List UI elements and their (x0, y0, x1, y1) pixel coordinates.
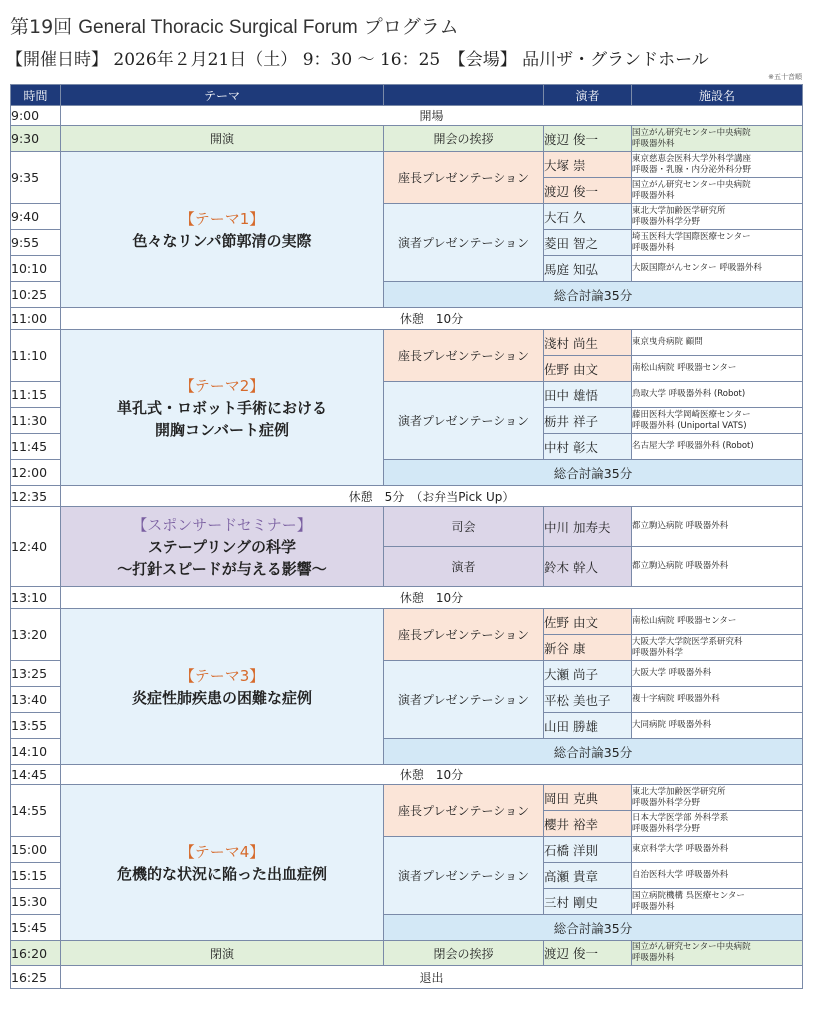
table-row (11, 765, 803, 785)
speaker-name: 渡辺 俊一 (544, 126, 632, 152)
seminar-label: 【スポンサードセミナー】 (132, 515, 312, 534)
theme-cell (61, 330, 384, 486)
speaker-name: 石橋 洋則 (544, 837, 632, 863)
theme-title: 炎症性肺疾患の困難な症例 (131, 688, 312, 707)
speaker-name: 渡辺 俊一 (544, 178, 632, 204)
institution-line: 呼吸器外科 (632, 242, 675, 253)
theme-number: 【テーマ1】 (179, 209, 265, 228)
speaker-name: 渡辺 俊一 (544, 941, 632, 966)
speaker-name: 櫻井 裕幸 (544, 811, 632, 837)
institution-line: 東京慈恵会医科大学外科学講座 (632, 153, 752, 164)
page-title (10, 12, 459, 39)
chair-role: 座長プレゼンテーション (384, 609, 544, 661)
table-row (11, 966, 803, 989)
session-label: 休憩 5分 （お弁当Pick Up） (61, 486, 803, 507)
speaker-name: 平松 美也子 (544, 687, 632, 713)
role-cell: 司会 (384, 507, 544, 547)
institution-cell (632, 609, 803, 635)
institution-line: 都立駒込病院 呼吸器外科 (632, 561, 729, 571)
institution-line: 呼吸器・乳腺・内分泌外科分野 (632, 164, 752, 175)
time-cell: 15:00 (11, 837, 61, 863)
institution-line: 東京科学大学 呼吸器外科 (632, 844, 729, 854)
institution-line: 呼吸器外科 (632, 190, 675, 201)
institution-line: 国立がん研究センター中央病院 (632, 942, 751, 952)
theme-title-line: 単孔式・ロボット手術における (116, 398, 327, 417)
time-cell: 11:10 (11, 330, 61, 382)
institution-line: 大阪大学 呼吸器外科 (632, 668, 712, 678)
institution-line: 藤田医科大学岡崎医療センター (632, 409, 751, 420)
institution-line: 大同病院 呼吸器外科 (632, 720, 712, 730)
time-cell: 9:55 (11, 230, 61, 256)
table-header (11, 85, 803, 106)
time-cell: 14:45 (11, 765, 61, 785)
title-prefix: 第19回 (10, 16, 73, 38)
table-row (11, 785, 803, 811)
table-row (11, 941, 803, 966)
institution-line: 呼吸器外科 (632, 138, 675, 149)
speaker-name: 三村 剛史 (544, 889, 632, 915)
institution-cell (632, 661, 803, 687)
sponsored-seminar-cell (61, 507, 384, 587)
time-cell: 9:30 (11, 126, 61, 152)
time-cell: 12:00 (11, 460, 61, 486)
session-label: 退出 (61, 966, 803, 989)
general-discussion: 総合討論35分 (384, 915, 803, 941)
seminar-title-line: 〜打針スピードが与える影響〜 (117, 559, 327, 578)
speaker-name: 大瀬 尚子 (544, 661, 632, 687)
general-discussion: 総合討論35分 (384, 460, 803, 486)
speaker-name: 佐野 由文 (544, 356, 632, 382)
chair-role: 座長プレゼンテーション (384, 330, 544, 382)
chair-role: 座長プレゼンテーション (384, 785, 544, 837)
header-time: 時間 (11, 85, 61, 106)
time-cell: 10:25 (11, 282, 61, 308)
speaker-name: 淺村 尚生 (544, 330, 632, 356)
program-table (10, 84, 803, 989)
institution-cell (632, 687, 803, 713)
institution-cell (632, 256, 803, 282)
role-cell: 閉会の挨拶 (384, 941, 544, 966)
institution-cell (632, 785, 803, 811)
institution-cell (632, 889, 803, 915)
ceremony-label: 閉演 (61, 941, 384, 966)
institution-cell (632, 434, 803, 460)
institution-cell (632, 863, 803, 889)
speaker-name: 馬庭 知弘 (544, 256, 632, 282)
institution-line: 自治医科大学 呼吸器外科 (632, 870, 729, 880)
institution-cell (632, 230, 803, 256)
institution-cell (632, 941, 803, 966)
institution-line: 複十字病院 呼吸器外科 (632, 694, 720, 704)
institution-line: 都立駒込病院 呼吸器外科 (632, 521, 729, 531)
time-cell: 9:35 (11, 152, 61, 204)
header-speaker: 演者 (544, 85, 632, 106)
session-label: 開場 (61, 106, 803, 126)
institution-line: 東北大学加齢医学研究所 (632, 205, 726, 216)
session-label: 休憩 10分 (61, 587, 803, 609)
presenter-role: 演者プレゼンテーション (384, 204, 544, 282)
time-cell: 13:55 (11, 713, 61, 739)
table-row (11, 486, 803, 507)
institution-line: 呼吸器外科学分野 (632, 216, 701, 227)
institution-line: 東京曳舟病院 顧問 (632, 337, 703, 347)
theme-title: 危機的な状況に陥った出血症例 (116, 864, 327, 883)
title-suffix: プログラム (363, 16, 459, 38)
institution-line: 南松山病院 呼吸器センター (632, 363, 737, 373)
event-date-venue: 【開催日時】 2026年２月21日（土） 9：30 〜 16：25 【会場】 品川ザ・グランドホール (6, 50, 709, 70)
speaker-name: 佐野 由文 (544, 609, 632, 635)
institution-cell (632, 507, 803, 547)
time-cell: 14:10 (11, 739, 61, 765)
institution-cell (632, 408, 803, 434)
header-theme: テーマ (61, 85, 384, 106)
time-cell: 10:10 (11, 256, 61, 282)
theme-cell (61, 609, 384, 765)
time-cell: 11:45 (11, 434, 61, 460)
general-discussion: 総合討論35分 (384, 282, 803, 308)
institution-cell (632, 837, 803, 863)
seminar-title-line: ステープリングの科学 (147, 537, 297, 556)
table-row (11, 587, 803, 609)
general-discussion: 総合討論35分 (384, 739, 803, 765)
time-cell: 13:25 (11, 661, 61, 687)
ceremony-label: 開演 (61, 126, 384, 152)
institution-cell (632, 356, 803, 382)
theme-number: 【テーマ2】 (179, 376, 265, 395)
header-role (384, 85, 544, 106)
time-cell: 12:35 (11, 486, 61, 507)
time-cell: 13:40 (11, 687, 61, 713)
sort-note: ※五十音順 (768, 73, 802, 81)
institution-line: 名古屋大学 呼吸器外科 (Robot) (632, 441, 754, 451)
institution-cell (632, 635, 803, 661)
session-label: 休憩 10分 (61, 308, 803, 330)
institution-line: 日本大学医学部 外科学系 (632, 812, 729, 823)
speaker-name: 新谷 康 (544, 635, 632, 661)
theme-cell (61, 152, 384, 308)
speaker-name: 山田 勝雄 (544, 713, 632, 739)
theme-cell (61, 785, 384, 941)
time-cell: 11:30 (11, 408, 61, 434)
time-cell: 15:45 (11, 915, 61, 941)
table-row (11, 126, 803, 152)
table-row (11, 308, 803, 330)
time-cell: 16:25 (11, 966, 61, 989)
institution-cell (632, 204, 803, 230)
table-row (11, 330, 803, 356)
institution-line: 国立がん研究センター中央病院 (632, 179, 751, 190)
institution-cell (632, 126, 803, 152)
time-cell: 12:40 (11, 507, 61, 587)
institution-line: 大阪大学大学院医学系研究科 (632, 636, 743, 647)
table-row (11, 507, 803, 547)
time-cell: 16:20 (11, 941, 61, 966)
institution-line: 呼吸器外科学分野 (632, 823, 701, 834)
speaker-name: 鈴木 幹人 (544, 547, 632, 587)
institution-line: 呼吸器外科学分野 (632, 797, 701, 808)
title-latin: General Thoracic Surgical Forum (78, 17, 358, 38)
role-cell: 演者 (384, 547, 544, 587)
speaker-name: 田中 雄悟 (544, 382, 632, 408)
institution-line: 大阪国際がんセンター 呼吸器外科 (632, 263, 762, 273)
time-cell: 9:40 (11, 204, 61, 230)
theme-number: 【テーマ3】 (179, 666, 265, 685)
time-cell: 11:15 (11, 382, 61, 408)
institution-cell (632, 178, 803, 204)
presenter-role: 演者プレゼンテーション (384, 382, 544, 460)
institution-line: 埼玉医科大学国際医療センター (632, 231, 751, 242)
institution-line: 呼吸器外科 (632, 953, 675, 963)
institution-line: 呼吸器外科学 (632, 647, 684, 658)
institution-line: 東北大学加齢医学研究所 (632, 786, 726, 797)
speaker-name: 中村 彰太 (544, 434, 632, 460)
institution-line: 国立病院機構 呉医療センター (632, 890, 745, 901)
institution-cell (632, 811, 803, 837)
institution-line: 南松山病院 呼吸器センター (632, 616, 737, 626)
institution-line: 呼吸器外科 (632, 901, 675, 912)
chair-role: 座長プレゼンテーション (384, 152, 544, 204)
speaker-name: 岡田 克典 (544, 785, 632, 811)
theme-title-line: 開胸コンバート症例 (155, 420, 289, 439)
presenter-role: 演者プレゼンテーション (384, 661, 544, 739)
time-cell: 11:00 (11, 308, 61, 330)
speaker-name: 高瀬 貴章 (544, 863, 632, 889)
role-cell: 開会の挨拶 (384, 126, 544, 152)
speaker-name: 栃井 祥子 (544, 408, 632, 434)
theme-title: 色々なリンパ節郭清の実際 (132, 231, 312, 250)
institution-line: 国立がん研究センター中央病院 (632, 127, 751, 138)
table-row (11, 106, 803, 126)
institution-line: 鳥取大学 呼吸器外科 (Robot) (632, 389, 746, 399)
table-row (11, 609, 803, 635)
time-cell: 13:10 (11, 587, 61, 609)
time-cell: 15:30 (11, 889, 61, 915)
speaker-name: 菱田 智之 (544, 230, 632, 256)
institution-cell (632, 547, 803, 587)
theme-number: 【テーマ4】 (179, 842, 265, 861)
session-label: 休憩 10分 (61, 765, 803, 785)
institution-cell (632, 382, 803, 408)
speaker-name: 中川 加寿夫 (544, 507, 632, 547)
time-cell: 15:15 (11, 863, 61, 889)
institution-cell (632, 713, 803, 739)
time-cell: 9:00 (11, 106, 61, 126)
speaker-name: 大石 久 (544, 204, 632, 230)
speaker-name: 大塚 崇 (544, 152, 632, 178)
institution-cell (632, 152, 803, 178)
time-cell: 14:55 (11, 785, 61, 837)
institution-cell (632, 330, 803, 356)
header-institution: 施設名 (632, 85, 803, 106)
table-row (11, 152, 803, 178)
institution-line: 呼吸器外科 (Uniportal VATS) (632, 420, 747, 431)
presenter-role: 演者プレゼンテーション (384, 837, 544, 915)
time-cell: 13:20 (11, 609, 61, 661)
